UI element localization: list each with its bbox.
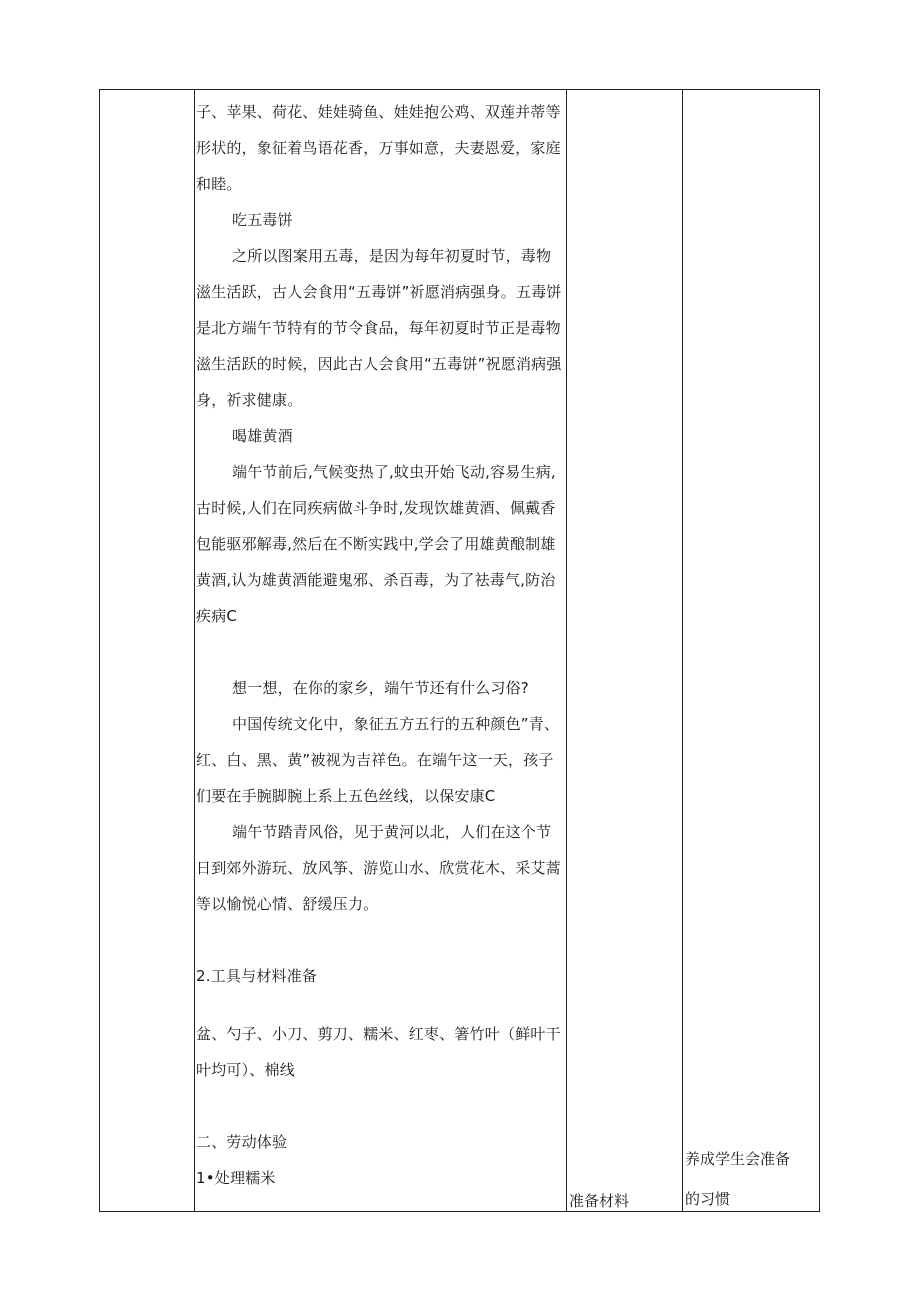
column-divider-3: [682, 89, 683, 1212]
column-divider-1: [194, 89, 195, 1212]
heading-wudu-bing: 吃五毒饼: [232, 211, 293, 229]
paragraph-five-colors: 中国传统文化中，象征五方五行的五种颜色”青、红、白、黑、黄”被视为吉祥色。在端午这一天，孩子们要在手腕脚腕上系上五色丝线，以保安康C: [196, 715, 560, 805]
activity-content-column: [196, 89, 566, 1196]
heading-xionghuang-jiu: 喝雄黄酒: [232, 427, 293, 445]
teacher-activity-text: 准备材料: [569, 1192, 630, 1210]
section-labor-experience: 二、劳动体验: [196, 1133, 288, 1151]
paragraph-zongzi-shapes: 子、苹果、荷花、娃娃骑鱼、娃娃抱公鸡、双莲并蒂等形状的，象征着鸟语花香，万事如意，夫妻恩爱，家庭和睦。: [196, 103, 561, 193]
section-tools-materials: 2.工具与材料准备: [196, 967, 318, 985]
step-process-rice: 1•处理糯米: [196, 1169, 276, 1187]
question-hometown-customs: 想一想，在你的家乡，端午节还有什么习俗?: [232, 679, 529, 697]
paragraph-wudu-bing: 之所以图案用五毒，是因为每年初夏时节，毒物滋生活跃，古人会食用“五毒饼”祈愿消病强身。五毒饼是北方端午节特有的节令食品，每年初夏时节正是毒物滋生活跃的时候，因此古人会食用“五毒饼”祝愿消病强身，祈求健康。: [196, 247, 562, 409]
column-divider-2: [566, 89, 567, 1212]
design-intent-line1: 养成学生会准备: [685, 1150, 791, 1168]
paragraph-taqing: 端午节踏青风俗，见于黄河以北，人们在这个节日到郊外游玩、放风筝、游览山水、欣赏花木、采艾蒿等以愉悦心情、舒缓压力。: [196, 823, 561, 913]
paragraph-xionghuang-jiu: 端午节前后,气候变热了,蚊虫开始飞动,容易生病,古时候,人们在同疾病做斗争时,发现饮雄黄酒、佩戴香包能驱邪解毒,然后在不断实践中,学会了用雄黄酿制雄黄酒,认为雄黄酒能避鬼邪、杀百毒，为了祛毒气,防治疾病C: [196, 463, 556, 625]
materials-list: 盆、勺子、小刀、剪刀、糯米、红枣、箸竹叶（鲜叶干叶均可）、棉线: [196, 1025, 561, 1079]
design-intent-line2: 的习惯: [685, 1190, 731, 1208]
